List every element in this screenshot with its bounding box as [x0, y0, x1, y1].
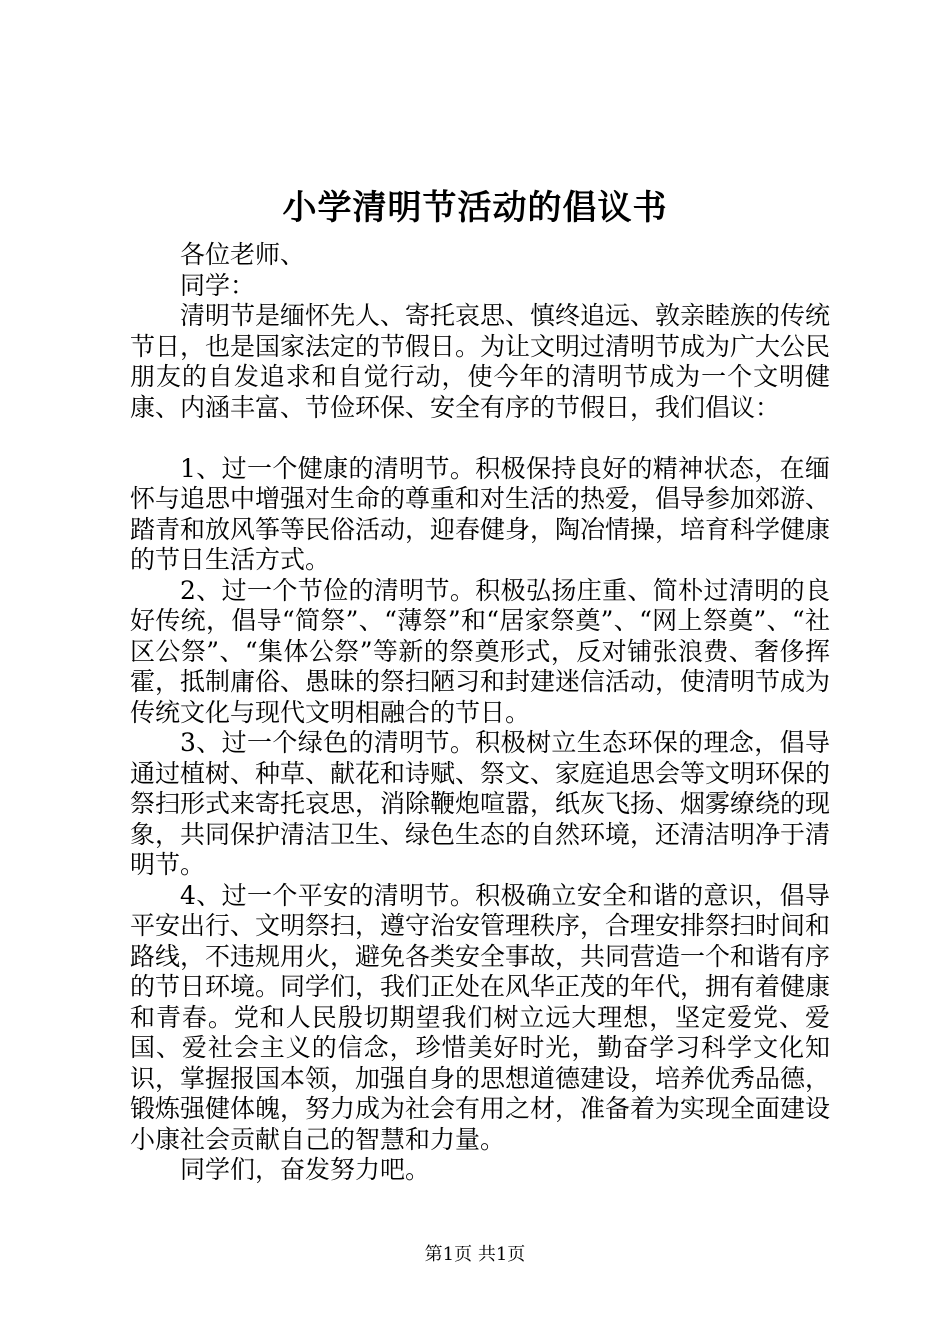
document-body [130, 240, 830, 1186]
proposal-paragraph-2: 2、过一个节俭的清明节。积极弘扬庄重、简朴过清明的良好传统，倡导“简祭”、“薄祭”和“居家祭奠”、“网上祭奠”、“社区公祭”、“集体公祭”等新的祭奠形式，反对铺张浪费、奢侈挥霍，抵制庸俗、愚昧的祭扫陋习和封建迷信活动，使清明节成为传统文化与现代文明相融合的节日。 [130, 575, 831, 727]
salutation-teachers: 各位老师、 [180, 240, 306, 269]
intro-paragraph: 清明节是缅怀先人、寄托哀思、慎终追远、敦亲睦族的传统节日，也是国家法定的节假日。为让文明过清明节成为广大公民朋友的自发追求和自觉行动，使今年的清明节成为一个文明健康、内涵丰富、节俭环保、安全有序的节假日，我们倡议： [130, 301, 831, 422]
page-footer: 第1页 共1页 [424, 1244, 526, 1265]
closing-paragraph: 同学们，奋发努力吧。 [180, 1155, 431, 1184]
document-title: 小学清明节活动的倡议书 [282, 188, 668, 228]
salutation-students: 同学： [180, 270, 256, 300]
paragraph-gap [130, 423, 830, 454]
proposal-paragraph-4: 4、过一个平安的清明节。积极确立安全和谐的意识，倡导平安出行、文明祭扫，遵守治安管理秩序，合理安排祭扫时间和路线，不违规用火，避免各类安全事故，共同营造一个和谐有序的节日环境。同学们，我们正处在风华正茂的年代，拥有着健康和青春。党和人民殷切期望我们树立远大理想，坚定爱党、爱国、爱社会主义的信念，珍惜美好时光，勤奋学习科学文化知识，掌握报国本领，加强自身的思想道德建设，培养优秀品德，锻炼强健体魄，努力成为社会有用之材，准备着为实现全面建设小康社会贡献自己的智慧和力量。 [130, 880, 831, 1154]
proposal-paragraph-1: 1、过一个健康的清明节。积极保持良好的精神状态，在缅怀与追思中增强对生命的尊重和对生活的热爱，倡导参加郊游、踏青和放风筝等民俗活动，迎春健身，陶冶情操，培育科学健康的节日生活方式。 [130, 453, 831, 574]
proposal-paragraph-3: 3、过一个绿色的清明节。积极树立生态环保的理念，倡导通过植树、种草、献花和诗赋、祭文、家庭追思会等文明环保的祭扫形式来寄托哀思，消除鞭炮喧嚣，纸灰飞扬、烟雾缭绕的现象，共同保护清洁卫生、绿色生态的自然环境，还清洁明净于清明节。 [130, 728, 831, 879]
